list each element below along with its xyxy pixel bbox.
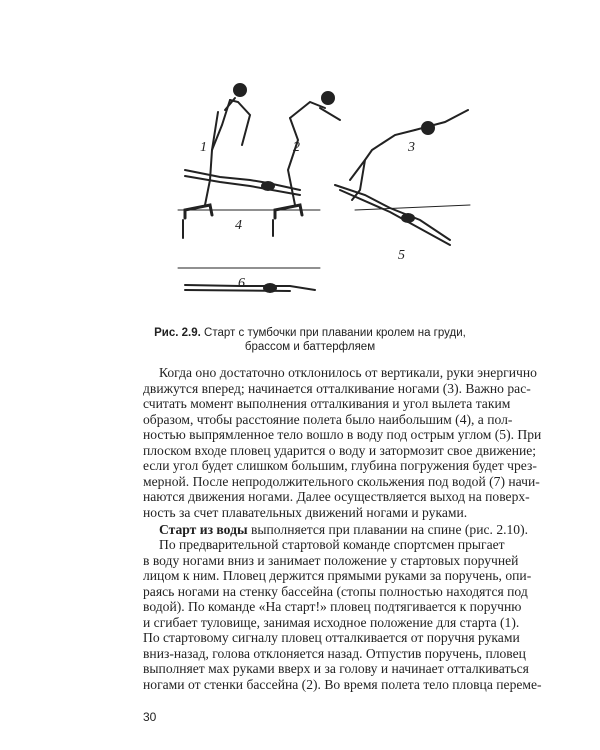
text-line: раясь ногами на стенку бассейна (стопы полностью находятся под [143, 583, 528, 599]
swimmer-figure-2 [273, 92, 340, 236]
text-line: плоском входе пловец ударится о воду и затормозит свое движение; [143, 442, 537, 458]
text-span: выполняется при плавании на спине (рис. 2.10). [247, 522, 529, 537]
swimmer-figure-6 [178, 268, 320, 292]
text-line: движутся вперед; начинается отталкивание ногами (3). Важно рас- [143, 380, 531, 396]
swimmer-figure-1 [183, 84, 250, 238]
figure-label-1: 1 [200, 140, 207, 155]
text-line: выполняет мах руками вверх и за голову и начинает отталкиваться [143, 661, 529, 676]
text-line: лицом к ним. Пловец держится прямыми руками за поручень, опи- [143, 568, 532, 583]
figure-caption [140, 326, 480, 354]
text-line: считать момент выполнения отталкивания и угол вылета таким [143, 396, 511, 411]
text-line: ностью выпрямленное тело вошло в воду под острым углом (5). При [143, 427, 542, 442]
caption-text-2: брассом и баттерфляем [244, 341, 376, 353]
text-line: водой). По команде «На старт!» пловец подтягивается к поручню [143, 599, 522, 614]
text-line: наются движения ногами. Далее осуществляется выход на поверх- [143, 489, 530, 504]
text-line: По стартовому сигналу пловец отталкивается от поручня руками [143, 630, 520, 645]
figure-label-6: 6 [238, 276, 245, 291]
text-line: если угол будет слишком большим, глубина погружения будет чрез- [143, 458, 537, 473]
text-line: ность за счет плавательных движений ногами и руками. [143, 504, 468, 520]
caption-number: Рис. 2.9. [154, 327, 201, 339]
swimmer-illustrations [150, 40, 480, 320]
page-number: 30 [143, 710, 157, 724]
swimmer-figure-5 [335, 185, 470, 245]
text-line: мерной. После непродолжительного скольжения под водой (7) начи- [143, 473, 540, 489]
figure-label-5: 5 [398, 248, 405, 263]
text-line: По предварительной стартовой команде спортсмен прыгает [159, 537, 505, 552]
caption-text-1: Старт с тумбочки при плавании кролем на груди, [200, 327, 466, 339]
text-line: Когда оно достаточно отклонилось от вертикали, руки энергично [159, 365, 537, 380]
figure-label-3: 3 [408, 140, 415, 155]
figure-label-2: 2 [293, 140, 300, 155]
figure-label-4: 4 [235, 218, 242, 233]
text-line: образом, чтобы расстояние полета было наибольшим (4), а пол- [143, 411, 513, 427]
text-line: в воду ногами вниз и занимает положение у стартовых поручней [143, 552, 519, 568]
section-lead: Старт из воды [159, 522, 248, 537]
text-line [143, 522, 529, 538]
text-line: вниз-назад, голова отклоняется назад. Отпустив поручень, пловец [143, 645, 526, 661]
figure-swim-start [150, 40, 480, 320]
text-line: ногами от стенки бассейна (2). Во время полета тело пловца переме- [143, 676, 542, 692]
text-line: и сгибает туловище, занимая исходное положение для старта (1). [143, 614, 520, 630]
